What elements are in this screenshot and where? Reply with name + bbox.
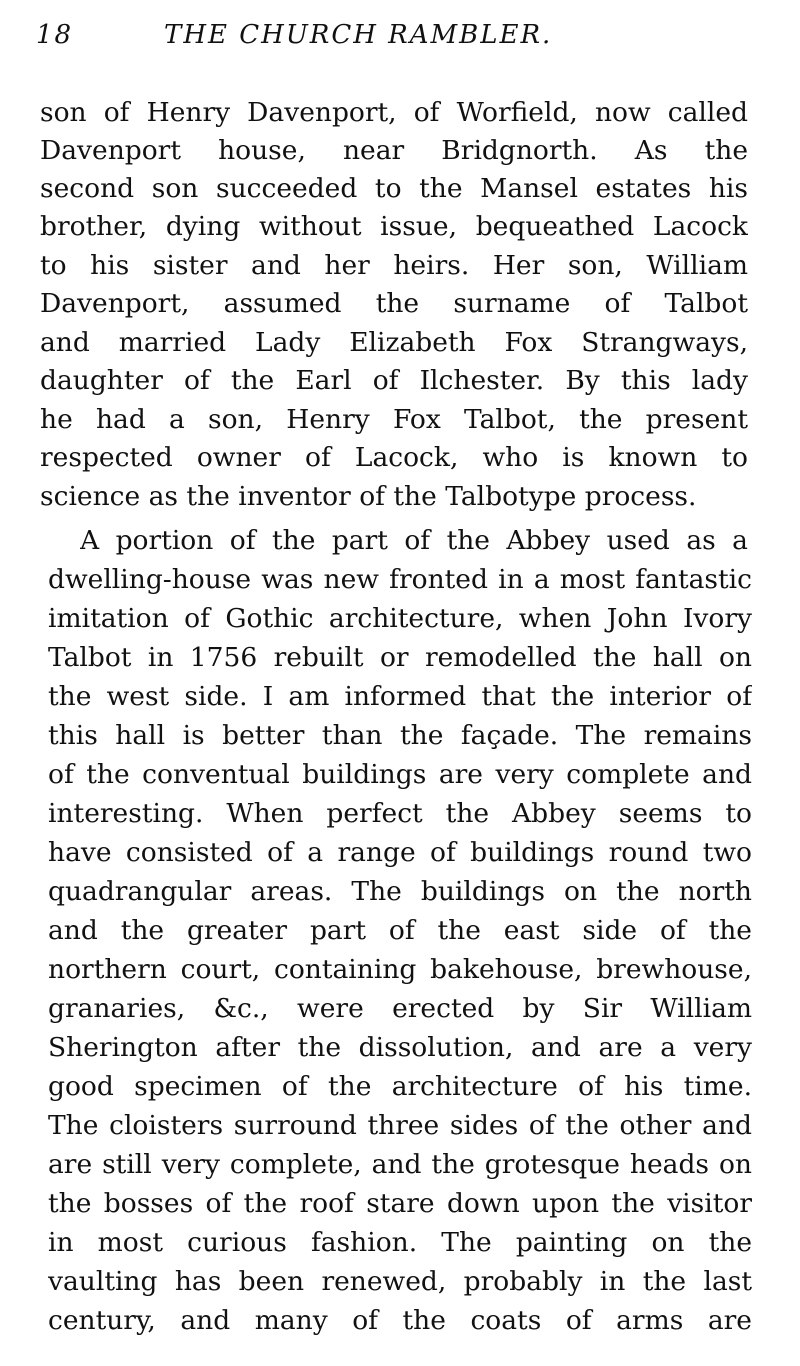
text-line: in most curious fashion. The painting on the	[48, 1227, 752, 1258]
text-line: are still very complete, and the grotesque heads on	[48, 1149, 752, 1180]
text-line: son of Henry Davenport, of Worfield, now called	[40, 97, 748, 128]
text-line: second son succeeded to the Mansel estates his	[40, 173, 748, 204]
text-line: and married Lady Elizabeth Fox Strangways,	[40, 327, 748, 358]
text-line: vaulting has been renewed, probably in the last	[48, 1266, 752, 1297]
text-line: Sherington after the dissolution, and are a very	[48, 1032, 752, 1063]
text-line: The cloisters surround three sides of the other and	[48, 1110, 752, 1141]
text-line: Davenport house, near Bridgnorth. As the	[40, 135, 748, 166]
page-number: 18	[36, 20, 74, 50]
text-line: good specimen of the architecture of his time.	[48, 1071, 752, 1102]
text-line: century, and many of the coats of arms are	[48, 1305, 752, 1336]
text-line: he had a son, Henry Fox Talbot, the present	[40, 404, 748, 435]
text-line: have consisted of a range of buildings round two	[48, 837, 752, 868]
text-line: A portion of the part of the Abbey used as a	[80, 525, 748, 556]
text-line: northern court, containing bakehouse, brewhouse,	[48, 954, 752, 985]
text-line: quadrangular areas. The buildings on the north	[48, 876, 752, 907]
text-line: interesting. When perfect the Abbey seems to	[48, 798, 752, 829]
text-line: respected owner of Lacock, who is known to	[40, 442, 748, 473]
text-line: dwelling-house was new fronted in a most fantastic	[48, 564, 752, 595]
text-line: to his sister and her heirs. Her son, William	[40, 250, 748, 281]
text-line: and the greater part of the east side of the	[48, 915, 752, 946]
text-line: granaries, &c., were erected by Sir William	[48, 993, 752, 1024]
running-title: THE CHURCH RAMBLER.	[164, 20, 553, 50]
running-head	[36, 14, 636, 54]
text-line: the west side. I am informed that the interior of	[48, 681, 752, 712]
text-line: Davenport, assumed the surname of Talbot	[40, 288, 748, 319]
text-line: science as the inventor of the Talbotype process.	[40, 481, 697, 512]
text-line: brother, dying without issue, bequeathed Lacock	[40, 211, 748, 242]
text-line: the bosses of the roof stare down upon the visitor	[48, 1188, 752, 1219]
text-line: of the conventual buildings are very complete and	[48, 759, 752, 790]
text-line: Talbot in 1756 rebuilt or remodelled the hall on	[48, 642, 752, 673]
text-line: this hall is better than the façade. The remains	[48, 720, 752, 751]
text-line: daughter of the Earl of Ilchester. By this lady	[40, 365, 748, 396]
text-line: imitation of Gothic architecture, when John Ivory	[48, 603, 752, 634]
